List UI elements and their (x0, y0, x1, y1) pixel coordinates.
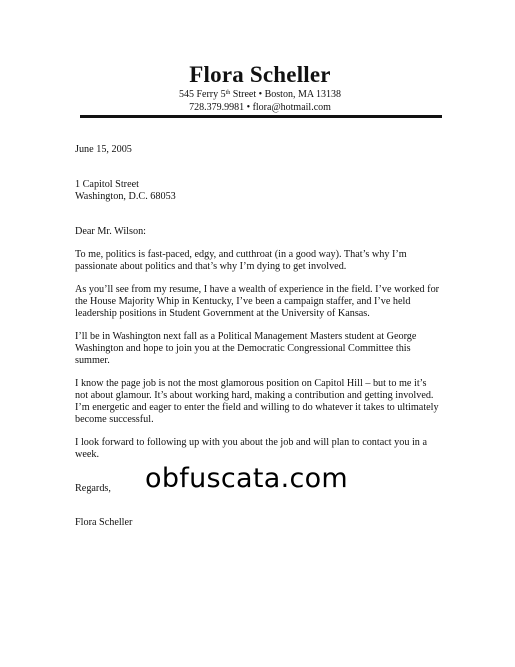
paragraph-2 (75, 284, 453, 320)
paragraph-line: summer. (75, 355, 110, 366)
paragraph-line: the House Majority Whip in Kentucky, I’ve been a campaign staffer, and I’ve held (75, 296, 411, 307)
paragraph-4 (75, 378, 453, 426)
paragraph-line: I look forward to following up with you about the job and will plan to contact you in a (75, 437, 427, 448)
paragraph-line: week. (75, 449, 100, 460)
paragraph-5 (75, 437, 453, 461)
letter-date: June 15, 2005 (75, 144, 132, 155)
paragraph-line: I’m energetic and eager to enter the field and willing to do whatever it takes to ultimately (75, 402, 439, 413)
recipient-line: Washington, D.C. 68053 (75, 191, 176, 202)
paragraph-line: To me, politics is fast-paced, edgy, and cutthroat (in a good way). That’s why I’m (75, 249, 407, 260)
paragraph-line: Washington and hope to join you at the Democratic Congressional Committee this (75, 343, 411, 354)
letterhead (60, 62, 460, 114)
paragraph-line: I know the page job is not the most glamorous position on Capitol Hill – but to me it’s (75, 378, 427, 389)
paragraph-line: As you’ll see from my resume, I have a wealth of experience in the field. I’ve worked for (75, 284, 440, 295)
paragraph-line: I’ll be in Washington next fall as a Political Management Masters student at George (75, 331, 417, 342)
address-ordinal-suffix: th (225, 90, 231, 96)
paragraph-3 (75, 331, 453, 367)
letterhead-rule (80, 115, 442, 118)
address-street-city: Street • Boston, MA 13138 (230, 89, 342, 100)
recipient-line: 1 Capitol Street (75, 179, 139, 190)
paragraph-line: passionate about politics and that’s why I’m dying to get involved. (75, 261, 347, 272)
paragraph-line: not about glamour. It’s about working hard, making a contribution and getting involved. (75, 390, 434, 401)
sender-address (60, 89, 460, 101)
recipient-address (75, 179, 453, 203)
closing: Regards, (75, 483, 111, 494)
paragraph-line: become successful. (75, 414, 154, 425)
salutation: Dear Mr. Wilson: (75, 226, 146, 237)
signature-name: Flora Scheller (75, 517, 133, 528)
paragraph-line: leadership positions in Student Government at the University of Kansas. (75, 308, 370, 319)
address-street-number: 545 Ferry 5 (178, 89, 226, 100)
paragraph-1 (75, 249, 453, 273)
sender-contact: 728.379.9981 • flora@hotmail.com (189, 102, 331, 113)
sender-name: Flora Scheller (189, 62, 331, 87)
watermark-text: obfuscata.com (145, 463, 349, 494)
